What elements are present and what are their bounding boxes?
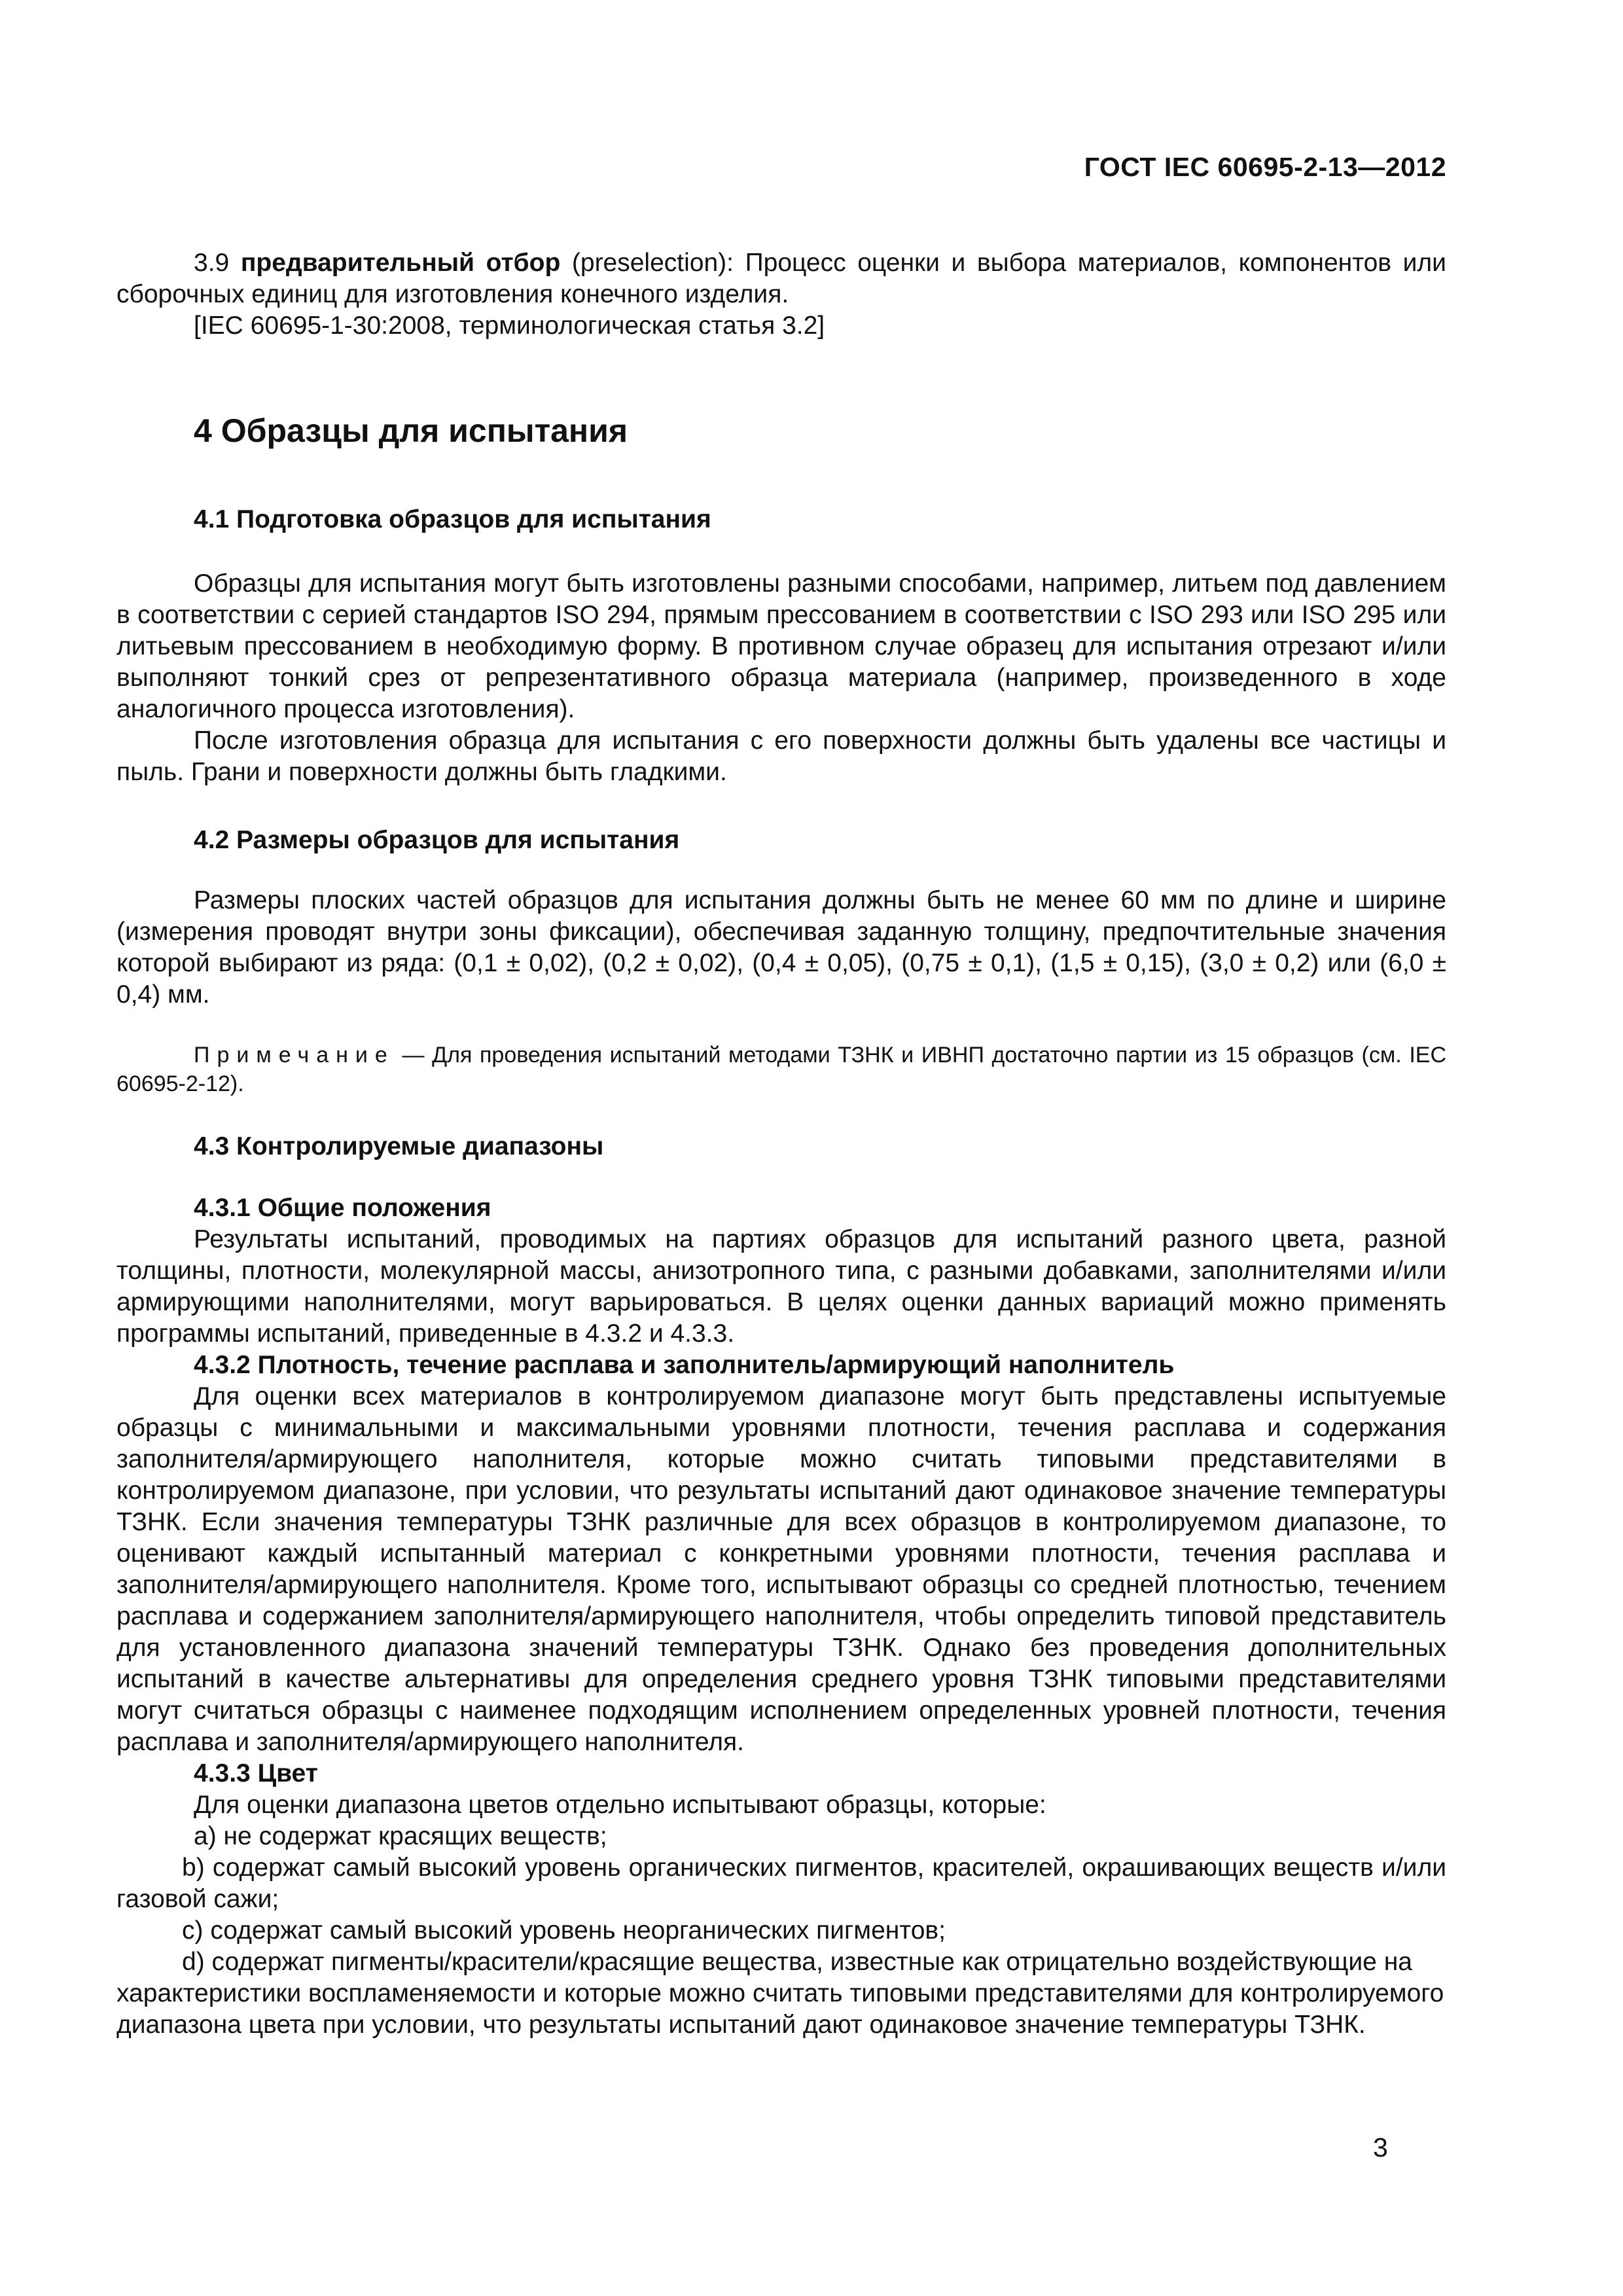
list-item-a: а) не содержат красящих веществ; xyxy=(194,1822,607,1850)
list-item-c: с) содержат самый высокий уровень неорганических пигментов; xyxy=(182,1916,946,1945)
section-4-2-body xyxy=(116,885,1446,1011)
note xyxy=(116,1041,1446,1098)
section-4-3-1-text: Результаты испытаний, проводимых на партиях образцов для испытаний разного цвета, разной толщины, плотности, молекулярной массы, анизотропного типа, с разными добавками, заполнителями и/или армирующими наполнителями, могут варьироваться. В целях оценки данных вариаций можно применять программы испытаний, приведенные в 4.3.2 и 4.3.3. xyxy=(116,1225,1446,1348)
term-name: предварительный отбор xyxy=(240,249,561,277)
section-4-title: 4 Образцы для испытания xyxy=(194,412,628,449)
section-4 xyxy=(116,411,1446,450)
section-4-3-3-intro: Для оценки диапазона цветов отдельно испытывают образцы, которые: xyxy=(194,1791,1046,1819)
section-4-2-paragraph: Размеры плоских частей образцов для испытания должны быть не менее 60 мм по длине и ширине (измерения проводят внутри зоны фиксации), обеспечивая заданную толщину, предпочтительные значения которой выбирают из ряда: (0,1 ± 0,02), (0,2 ± 0,02), (0,4 ± 0,05), (0,75 ± 0,1), (1,5 ± 0,15), (3,0 ± 0,2) или (6,0 ± 0,4) мм. xyxy=(116,886,1446,1009)
term-reference: [IEC 60695-1-30:2008, терминологическая статья 3.2] xyxy=(194,312,825,340)
section-4-3 xyxy=(116,1131,1446,1162)
section-4-3-3-title: 4.3.3 Цвет xyxy=(194,1759,318,1787)
section-4-2-title: 4.2 Размеры образцов для испытания xyxy=(194,826,680,854)
standard-designation: ГОСТ IEC 60695-2-13—2012 xyxy=(1084,152,1446,182)
list-item-b: b) содержат самый высокий уровень органических пигментов, красителей, окрашивающих веществ и/или газовой сажи; xyxy=(116,1854,1446,1913)
section-4-1 xyxy=(116,504,1446,535)
section-4-1-body xyxy=(116,568,1446,788)
term-definition xyxy=(116,247,1446,310)
section-4-3-body xyxy=(116,1193,1446,2041)
term-number: 3.9 xyxy=(194,249,230,277)
note-label: Примечание xyxy=(194,1043,395,1067)
section-4-3-title: 4.3 Контролируемые диапазоны xyxy=(194,1132,604,1160)
note-text: — Для проведения испытаний методами ТЗНК и ИВНП достаточно партии из 15 образцов (см. IEC 60695-2-12). xyxy=(116,1043,1446,1096)
section-4-3-2-text: Для оценки всех материалов в контролируемом диапазоне могут быть представлены испытуемые образцы с минимальными и максимальными уровнями плотности, течения расплава и содержания заполнителя/армирующего наполнителя, которые можно считать типовыми представителями в контролируемом диапазоне, при условии, что результаты испытаний дают одинаковое значение температуры ТЗНК. Если значения температуры ТЗНК различные для всех образцов в контролируемом диапазоне, то оценивают каждый испытанный материал с конкретными уровнями плотности, течения расплава и заполнителя/армирующего наполнителя. Кроме того, испытывают образцы со средней плотностью, течением расплава и содержанием заполнителя/армирующего наполнителя, чтобы определить типовой представитель для установленного диапазона значений температуры ТЗНК. Однако без проведения дополнительных испытаний в качестве альтернативы для определения среднего уровня ТЗНК типовыми представителями могут считаться образцы с наименее подходящим исполнением определенных уровней плотности, течения расплава и заполнителя/армирующего наполнителя. xyxy=(116,1382,1446,1756)
term-3-9 xyxy=(116,247,1446,342)
section-4-3-2-title: 4.3.2 Плотность, течение расплава и заполнитель/армирующий наполнитель xyxy=(194,1351,1175,1379)
note-block xyxy=(116,1041,1446,1098)
section-4-3-1-title: 4.3.1 Общие положения xyxy=(194,1194,491,1222)
list-item-d: d) содержат пигменты/красители/красящие вещества, известные как отрицательно воздействующие на характеристики воспламеняемости и которые можно считать типовыми представителями для контролируемого диапазона цвета при условии, что результаты испытаний дают одинаковое значение температуры ТЗНК. xyxy=(116,1948,1444,2039)
section-4-1-paragraph-1: Образцы для испытания могут быть изготовлены разными способами, например, литьем под давлением в соответствии с серией стандартов ISO 294, прямым прессованием в соответствии с ISO 293 или ISO 295 или литьевым прессованием в необходимую форму. В противном случае образец для испытания отрезают и/или выполняют тонкий срез от репрезентативного образца материала (например, произведенного в ходе аналогичного процесса изготовления). xyxy=(116,569,1446,723)
section-4-2 xyxy=(116,825,1446,856)
term-text: (preselection): Процесс оценки и выбора материалов, компонентов или сборочных единиц для изготовления конечного изделия. xyxy=(116,249,1446,308)
section-4-1-title: 4.1 Подготовка образцов для испытания xyxy=(194,505,711,533)
section-4-1-paragraph-2: После изготовления образца для испытания с его поверхности должны быть удалены все частицы и пыль. Грани и поверхности должны быть гладкими. xyxy=(116,726,1446,786)
page-number: 3 xyxy=(1373,2132,1388,2162)
